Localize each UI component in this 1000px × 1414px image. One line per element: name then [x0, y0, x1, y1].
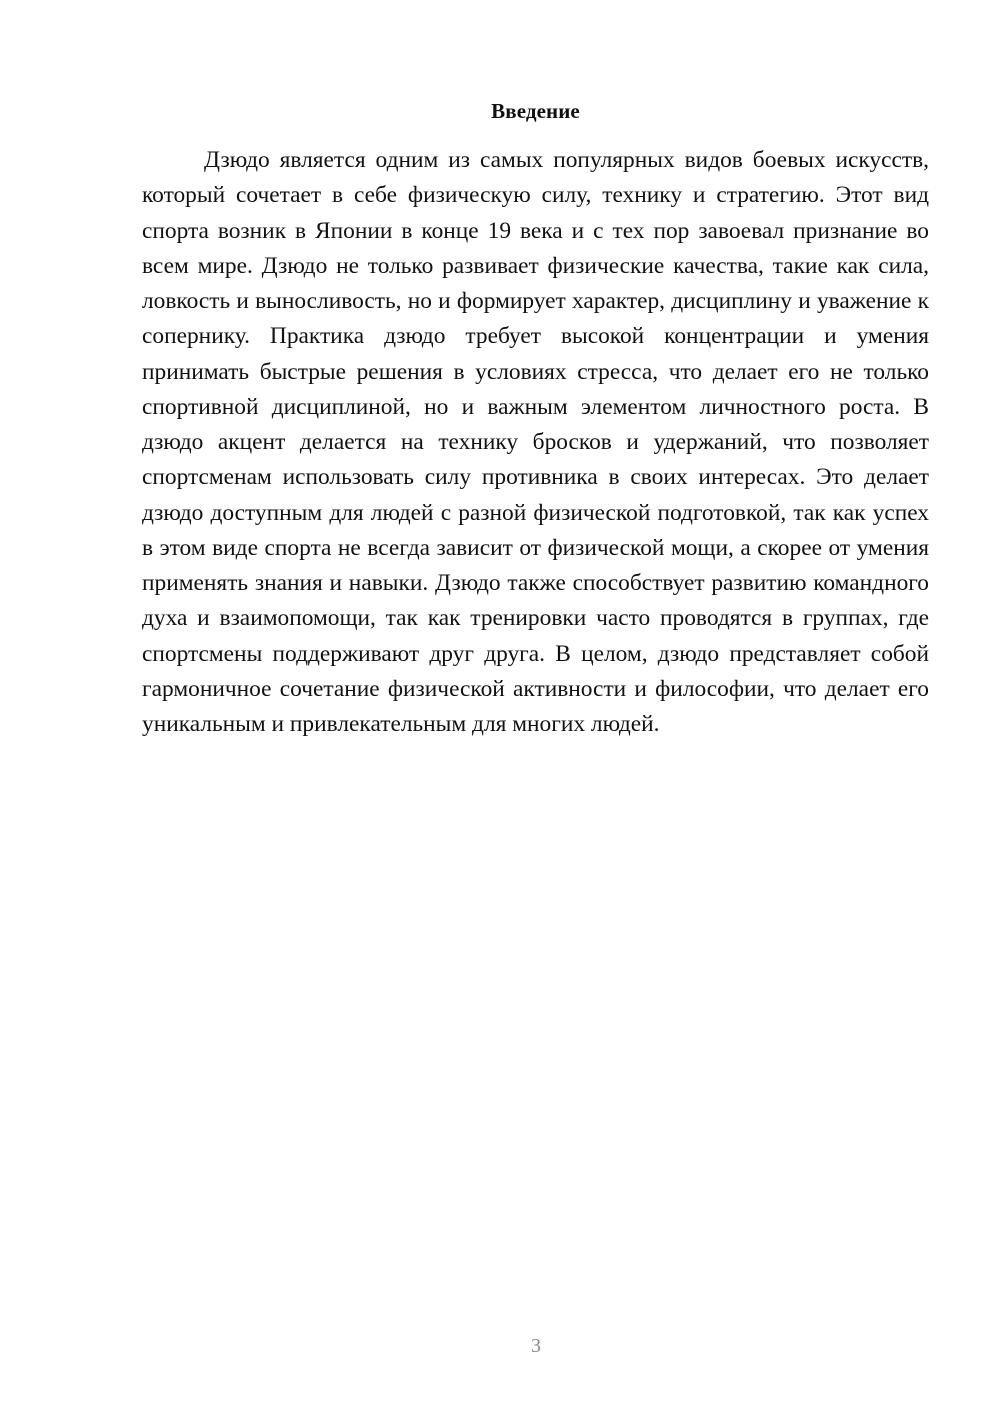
page-number: 3 — [531, 1335, 541, 1357]
section-title: Введение — [491, 99, 580, 123]
intro-paragraph: Дзюдо является одним из самых популярных видов боевых искусств, который сочетает в себе физическую силу, технику и стратегию. Этот вид спорта возник в Японии в конце 19 века и с тех пор завоевал признание во всем мире. Дзюдо не только развивает физические качества, такие как сила, ловкость и выносливость, но и формирует характер, дисциплину и уважение к сопернику. Практика дзюдо требует высокой концентрации и умения принимать быстрые решения в условиях стресса, что делает его не только спортивной дисциплиной, но и важным элементом личностного роста. В дзюдо акцент делается на технику бросков и удержаний, что позволяет спортсменам использовать силу противника в своих интересах. Это делает дзюдо доступным для людей с разной физической подготовкой, так как успех в этом виде спорта не всегда зависит от физической мощи, а скорее от умения применять знания и навыки. Дзюдо также способствует развитию командного духа и взаимопомощи, так как тренировки часто проводятся в группах, где спортсмены поддерживают друг друга. В целом, дзюдо представляет собой гармоничное сочетание физической активности и философии, что делает его уникальным и привлекательным для многих людей. — [142, 147, 929, 737]
